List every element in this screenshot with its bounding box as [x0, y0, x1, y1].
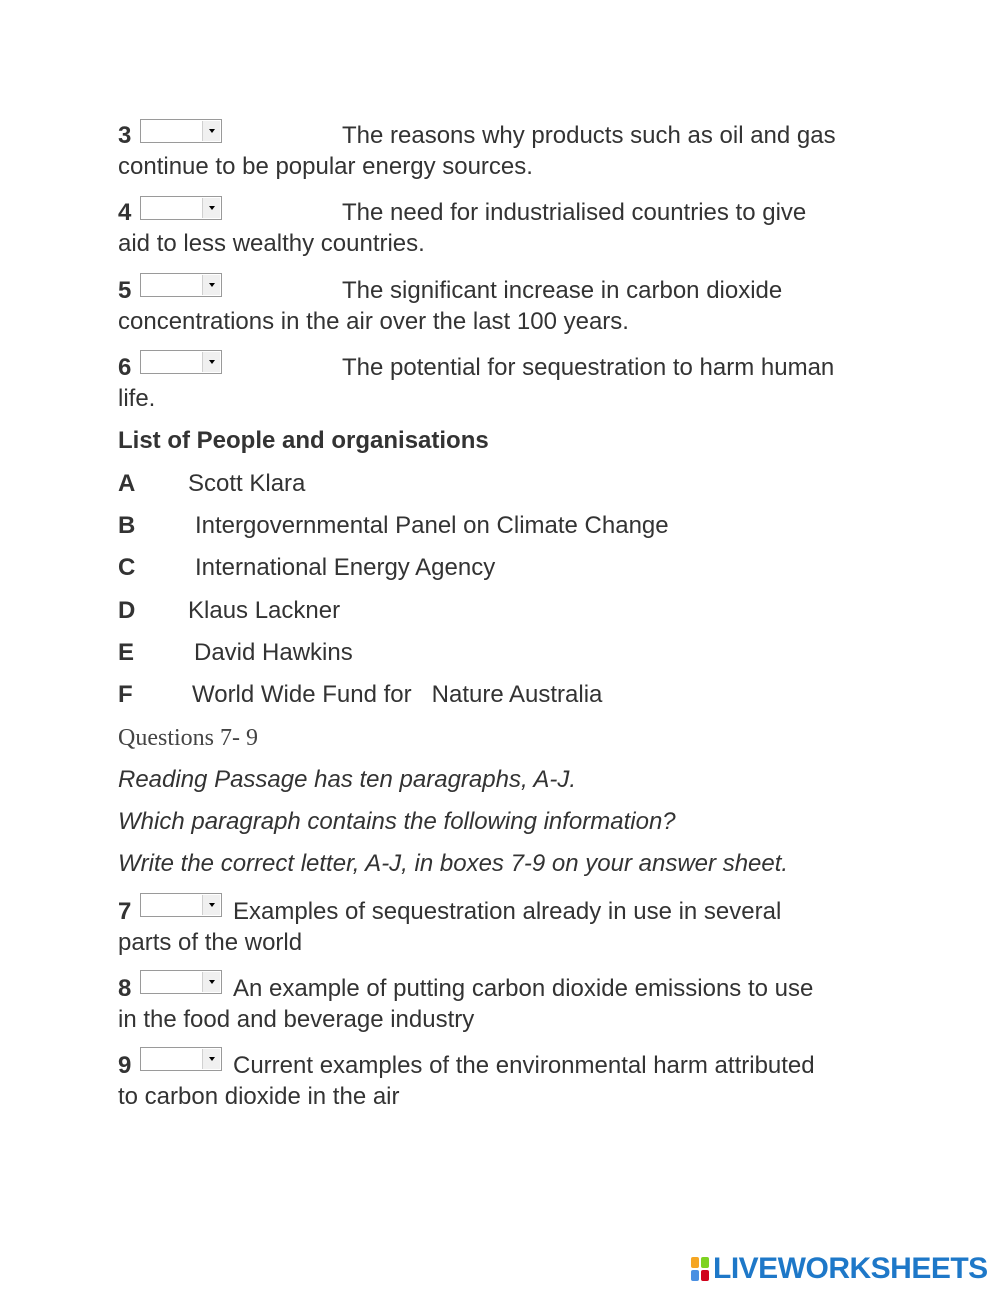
item-letter: B	[118, 512, 136, 539]
question-text-line2: concentrations in the air over the last 100 years.	[118, 308, 629, 335]
question-number: 3	[118, 122, 132, 149]
question-text-line1: The significant increase in carbon dioxide	[342, 277, 783, 304]
chevron-down-icon[interactable]	[202, 198, 220, 218]
item-name: Scott Klara	[188, 470, 306, 497]
answer-dropdown-5[interactable]	[140, 273, 222, 297]
question-text-line2: continue to be popular energy sources.	[118, 153, 533, 180]
item-name: International Energy Agency	[195, 554, 496, 581]
chevron-down-icon[interactable]	[202, 352, 220, 372]
item-name: Klaus Lackner	[188, 597, 341, 624]
question-number: 4	[118, 199, 132, 226]
people-heading: List of People and organisations	[118, 427, 489, 454]
answer-dropdown-6[interactable]	[140, 350, 222, 374]
question-text-line1: The need for industrialised countries to give	[342, 199, 807, 226]
item-name: World Wide Fund for Nature Australia	[192, 681, 603, 708]
chevron-down-icon[interactable]	[202, 895, 220, 915]
question-text-line1: The potential for sequestration to harm human	[342, 354, 835, 381]
answer-dropdown-7[interactable]	[140, 893, 222, 917]
answer-dropdown-3[interactable]	[140, 119, 222, 143]
item-letter: F	[118, 681, 133, 708]
question-number: 8	[118, 975, 132, 1002]
question-number: 6	[118, 354, 132, 381]
question-text-line2: parts of the world	[118, 929, 303, 956]
item-letter: C	[118, 554, 136, 581]
item-name: Intergovernmental Panel on Climate Change	[195, 512, 669, 539]
item-name: David Hawkins	[194, 639, 353, 666]
question-text-line2: life.	[118, 385, 156, 412]
instruction-1: Reading Passage has ten paragraphs, A-J.	[118, 766, 577, 793]
question-text-line1: The reasons why products such as oil and gas	[342, 122, 836, 149]
instruction-3: Write the correct letter, A-J, in boxes 7-9 on your answer sheet.	[118, 850, 789, 877]
answer-dropdown-9[interactable]	[140, 1047, 222, 1071]
logo-icon	[691, 1257, 709, 1281]
question-text-line2: in the food and beverage industry	[118, 1006, 475, 1033]
question-number: 7	[118, 898, 132, 925]
item-letter: A	[118, 470, 136, 497]
chevron-down-icon[interactable]	[202, 275, 220, 295]
logo-text: LIVEWORKSHEETS	[713, 1252, 988, 1285]
chevron-down-icon[interactable]	[202, 972, 220, 992]
item-letter: E	[118, 639, 135, 666]
chevron-down-icon[interactable]	[202, 121, 220, 141]
chevron-down-icon[interactable]	[202, 1049, 220, 1069]
question-text-line2: aid to less wealthy countries.	[118, 230, 425, 257]
answer-dropdown-4[interactable]	[140, 196, 222, 220]
question-number: 5	[118, 277, 132, 304]
question-number: 9	[118, 1052, 132, 1079]
answer-dropdown-8[interactable]	[140, 970, 222, 994]
question-text-line1: An example of putting carbon dioxide emissions to use	[233, 975, 814, 1002]
section-title: Questions 7- 9	[118, 725, 258, 751]
instruction-2: Which paragraph contains the following information?	[118, 808, 676, 835]
liveworksheets-logo	[691, 1253, 988, 1285]
question-text-line2: to carbon dioxide in the air	[118, 1083, 400, 1110]
question-text-line1: Examples of sequestration already in use in several	[233, 898, 782, 925]
question-text-line1: Current examples of the environmental harm attributed	[233, 1052, 815, 1079]
item-letter: D	[118, 597, 136, 624]
